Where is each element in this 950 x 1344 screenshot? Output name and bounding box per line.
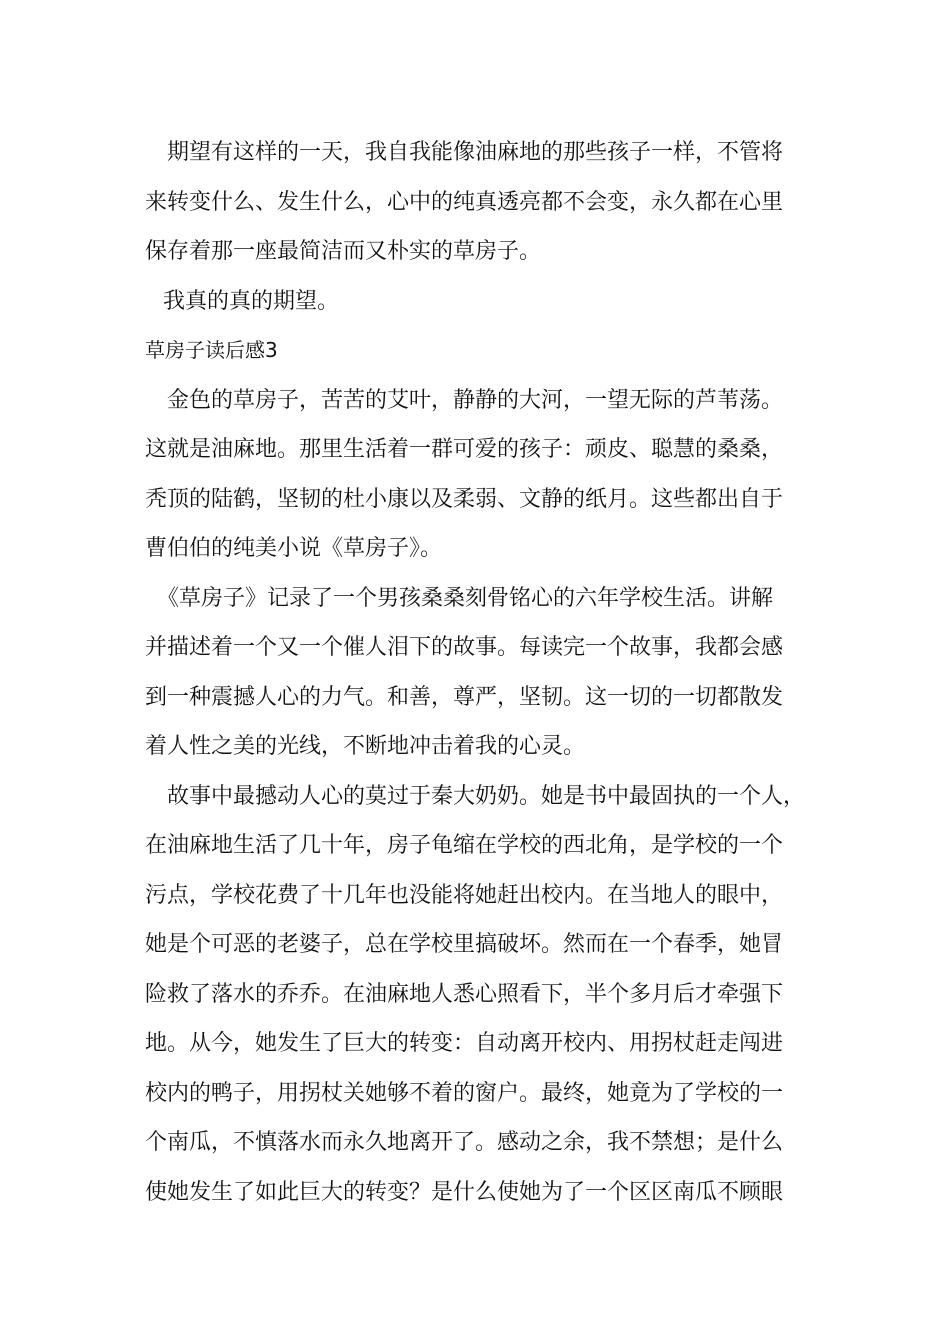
paragraph-4 bbox=[145, 574, 815, 772]
text-line: 我真的真的期望。 bbox=[163, 288, 340, 314]
text-line: 故事中最撼动人心的莫过于秦大奶奶。她是书中最固执的一个人， bbox=[167, 783, 806, 809]
text-line: 保存着那一座最简洁而又朴实的草房子。 bbox=[145, 239, 542, 264]
text-line: 她是个可恶的老婆子，总在学校里搞破坏。然而在一个春季，她冒 bbox=[145, 932, 784, 957]
paragraph-1 bbox=[145, 128, 815, 277]
heading-text: 草房子读后感3 bbox=[145, 338, 278, 362]
text-line: 险救了落水的乔乔。在油麻地人悉心照看下，半个多月后才牵强下 bbox=[145, 981, 784, 1007]
text-line: 来转变什么、发生什么，心中的纯真透亮都不会变，永久都在心里 bbox=[145, 189, 784, 215]
text-line: 着人性之美的光线，不断地冲击着我的心灵。 bbox=[145, 734, 586, 759]
text-line: 到一种震撼人心的力气。和善，尊严，坚韧。这一切的一切都散发 bbox=[145, 684, 784, 710]
text-line: 地。从今，她发生了巨大的转变：自动离开校内、用拐杖赶走闯进 bbox=[145, 1031, 784, 1056]
text-line: 曹伯伯的纯美小说《草房子》。 bbox=[145, 536, 443, 561]
text-line: 并描述着一个又一个催人泪下的故事。每读完一个故事，我都会感 bbox=[145, 635, 784, 660]
text-line: 使她发生了如此巨大的转变？是什么使她为了一个区区南瓜不顾眼 bbox=[145, 1179, 784, 1205]
text-line: 秃顶的陆鹤，坚韧的杜小康以及柔弱、文静的纸月。这些都出自于 bbox=[145, 486, 784, 512]
text-line: 在油麻地生活了几十年，房子龟缩在学校的西北角，是学校的一个 bbox=[145, 833, 784, 858]
text-line: 污点，学校花费了十几年也没能将她赶出校内。在当地人的眼中， bbox=[145, 882, 784, 908]
text-line: 金色的草房子，苦苦的艾叶，静静的大河，一望无际的芦苇荡。 bbox=[167, 387, 784, 413]
paragraph-5 bbox=[145, 772, 815, 1218]
text-line: 期望有这样的一天，我自我能像油麻地的那些孩子一样，不管将 bbox=[167, 140, 784, 165]
text-line: 《草房子》记录了一个男孩桑桑刻骨铭心的六年学校生活。讲解 bbox=[157, 585, 774, 611]
paragraph-3 bbox=[145, 376, 815, 574]
text-line: 校内的鸭子，用拐杖关她够不着的窗户。最终，她竟为了学校的一 bbox=[145, 1080, 784, 1106]
paragraph-2 bbox=[145, 277, 815, 327]
section-heading bbox=[145, 326, 815, 376]
text-line: 个南瓜，不慎落水而永久地离开了。感动之余，我不禁想；是什么 bbox=[145, 1130, 784, 1155]
text-line: 这就是油麻地。那里生活着一群可爱的孩子：顽皮、聪慧的桑桑， bbox=[145, 437, 784, 462]
document-body bbox=[145, 128, 815, 1217]
